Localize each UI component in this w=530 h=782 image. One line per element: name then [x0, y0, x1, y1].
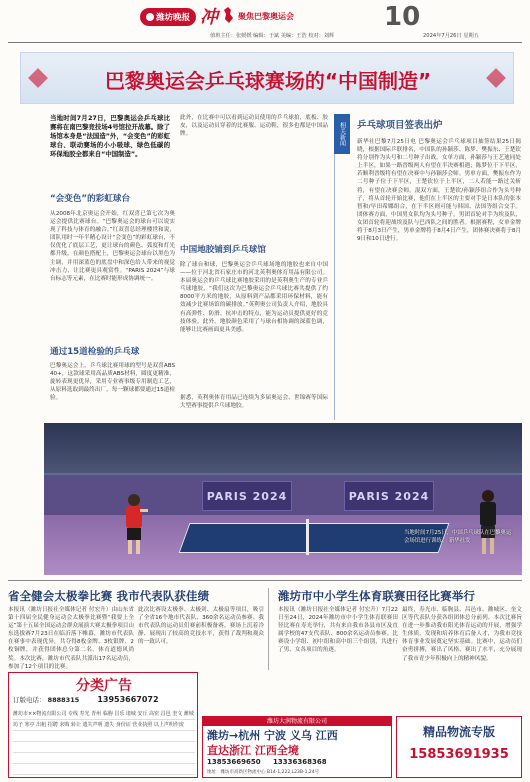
floor-text-2: 据悉，英利奥体育用品已连续为多届奥运会、世锦赛等国际大型赛事提供乒乓球地胶。: [180, 395, 328, 410]
scoreboard-right: [344, 481, 434, 511]
section-rule: [8, 580, 522, 581]
logistics-phones: [207, 758, 389, 766]
premium-logistics-box: [396, 716, 522, 778]
page-number: 10: [384, 2, 421, 32]
section-badge: 冲: [200, 7, 218, 28]
subhead-rainbow-table: “会变色”的彩虹球台: [50, 194, 131, 204]
rooster-icon: [222, 6, 234, 24]
classified-title: 分类广告: [76, 678, 132, 694]
story2-headline: 潍坊市中小学生体育联赛田径比赛举行: [278, 589, 476, 603]
draw-subhead: 乒乓球项目签表出炉: [357, 120, 443, 131]
logistics-address: 地址：潍坊市高新区物流中心 B14-1,222,L23B-1,24号: [207, 770, 320, 775]
player-right: [474, 489, 502, 555]
lead-paragraph: 当地时间7月27日，巴黎奥运会乒乓球比赛将在南巴黎竞技场4号馆拉开战幕。除了场馆本身是“法国造”外，“会变色”的彩虹球台、联动赛场的小小吸球、绿色低碳的环保地胶全都来自“中国制造”。: [50, 114, 170, 159]
subhead-ball: 通过15道检验的乒乓球: [50, 347, 140, 357]
story2-text: 本报讯（潍坊日报社全媒体记者 付宏升）7月22日至24日，2024年潍坊市中小学生体育联赛田径比赛在寿光举行，共有来自我市各县市区及直属学校的47支代表队、800余名运动员参赛。比赛设小学组、初中组和高中组三个组别，共进行了男、女各项目的角逐。: [278, 607, 398, 654]
premium-title: 精品物流专版: [422, 725, 495, 739]
scoreboard-left-text: PARIS 2024: [206, 489, 288, 503]
premium-phone: 15853691935: [409, 747, 509, 762]
logistics-ad: [202, 716, 392, 778]
page-date: 2024年7月26日 星期五: [423, 33, 479, 39]
masthead: [0, 0, 530, 42]
main-headline: 巴黎奥运会乒乓球赛场的“中国制造”: [104, 69, 432, 93]
masthead-rule: [8, 42, 522, 43]
story2-text-2: 最终，寿光市、临朐县、昌邑市、潍城区、奎文区等代表队分获各组团体总分前列。本次比赛旨在进一步推动我市阳光体育运动的开展，增强学生体质，发现和培养体育后备人才，为我市竞技体育事业发展奠定坚实基础。比赛中，运动员们奋勇拼搏，赛出了风格、赛出了水平，充分展现了我市青少年积极向上的精神风貌。: [402, 607, 522, 662]
classified-text: 潍坊市××物流有限公司 专线 寿光 青州 临朐 昌乐 诸城 安丘 高密 昌邑 奎文 潍城 坊子 寒亭 出租 招聘 求购 转让 遗失声明 遗失 身份证 营业执照 以上声明作废: [13, 711, 194, 728]
headline-banner: [20, 52, 514, 104]
player-left: [120, 493, 148, 555]
logistics-phone-1: 13853669650: [207, 758, 261, 766]
story1-text: 本报讯（潍坊日报社全媒体记者 付宏升）由山东省第十四届全民健身运动会太极拳比赛暨“我要上全运”第十五届全国运动会群众展演大赛太极拳项目山东选拔赛7月23日在临沂落下帷幕，潍坊市代表队在赛事中表现优异，共夺得8枚金牌、3枚银牌、2枚铜牌，并获得团体总分第二名、体育道德风尚奖。本次比赛，潍坊市代表队共派出17名运动员，参加了12个项目的比赛。: [8, 607, 134, 670]
paper-logo: [140, 8, 196, 26]
rainbow-table-text: 从2008年北京奥运会开始，红双喜已第七次为奥运会提供比赛球台。“巴黎奥运会的球台可以说实现了科技与体育的融合。”红双喜总经理楼世和说，团队用时一年半精心设计“会变色”的彩虹球台，不仅优化了底层工艺，更让球台的颜色、弧度和灯光都升级。在颜色搭配上，巴黎奥运会球台以黑色为主调，并用深蓝色的底盘中和深色给人带来的视觉冲击力，让比赛更具观赏性。“PARIS 2024”与球台标志等元素，在比赛时能形成协调统一。: [50, 211, 175, 282]
related-news-label: [334, 114, 350, 154]
photo-caption: 当地时间7月25日，中国乒乓球队在巴黎奥运会场馆进行训练。 新华社发: [404, 530, 512, 544]
staff-line: 值班主任：张媛媛 编辑：于斌 美编：王浩 校对：刘辉: [210, 33, 335, 39]
floor-text: 除了球台和球，巴黎奥运会乒乓球场地的地胶也来自中国——位于河北省石家庄市的河北英利奥体育用品有限公司。本届奥运会的乒乓球比赛地胶采用的是英利奥生产的专业乒乓球地胶，“我们这次为巴黎奥运会乒乓球比赛共提供了约8000平方米的地胶，从原料到产品都采用环保材料，能有效减少比赛场馆的碳排放。”英利奥公司负责人介绍，地胶具有高弹性、防滑、抗冲击的特点，能为运动员提供更好的竞技体验。此外，地胶颜色采用了与球台相协调的深蓝色调，能够让比赛画面更具美感。: [180, 262, 328, 333]
section-title: 聚焦巴黎奥运会: [238, 12, 294, 21]
match-photo: [44, 423, 522, 575]
scoreboard-right-text: PARIS 2024: [348, 489, 430, 503]
classified-phone-row: [13, 695, 195, 707]
story-divider: [268, 588, 269, 670]
arena-stands: [44, 423, 522, 473]
related-news-box: [334, 114, 524, 420]
classified-phone-label: 订版电话：: [13, 696, 46, 704]
story1-headline: 省全健会太极拳比赛 我市代表队获佳绩: [8, 589, 210, 603]
scoreboard-left: [202, 481, 292, 511]
col2-intro: 此外，在比赛中可以看到运动员使用的乒乓球拍，底板、胶皮，以及运动员穿着的比赛服、运动鞋，很多也都是中国品牌。: [180, 115, 328, 138]
ball-text: 巴黎奥运会上，乒乓球比赛用球的型号是双喜ABS 40+，这款球采用高品质ABS材料，圆度更精准，旋转表现更优异，采用专业赛事级专用制造工艺，从原料选取到最终出厂，每一颗球都要通过15道检验。: [50, 363, 175, 402]
classified-phone-2: 13953667072: [97, 695, 159, 704]
subhead-floor: 中国地胶铺到乒乓球馆: [180, 245, 266, 255]
related-news-label-text: 相关新闻: [338, 122, 346, 146]
paper-logo-icon: [146, 13, 154, 21]
classified-ads: [8, 672, 198, 778]
paper-name: 潍坊晚报: [155, 13, 190, 23]
draw-text: 新华社巴黎7月25日电 巴黎奥运会乒乓球项目抽签结果25日揭晓，根据国际乒联排名，中国队的孙颖莎、陈梦、樊振东、王楚钦将分别作为头号和二号种子出战。女单方面，孙颖莎与王艺迪同处上半区，如果一路晋级两人有望在半决赛相遇；陈梦位于下半区，若顺利晋级将有望在决赛中与孙颖莎会师。男单方面，樊振东作为二号种子位于下半区，王楚钦位于上半区，二人若能一路过关斩将，有望在决赛会师。混双方面，王楚钦/孙颖莎组合作为头号种子，将从首轮开始比赛，他们在上半区的主要对手是日本队的张本智和/早田希娜组合，在下半区则可能与韩国、法国等组合交手。团体赛方面，中国男女队均为头号种子，男团首轮对手为埃及队，女团首轮将迎战埃及队与巴西队之间的胜者。根据赛程，女单金牌将于8月3日产生，男单金牌将于8月4日产生，团体赛决赛将于8月9日和10日进行。: [357, 139, 521, 243]
table-net: [306, 519, 309, 555]
story1-text-2: 此次比赛设太极拳、太极剑、太极扇等项目，吸引了全省16个地市代表队、360余名运动员参赛。我市代表队的运动员们赛前积极备赛，赛场上沉着冷静、展现出了较高的竞技水平，获得了裁判和观众的一致认可。: [138, 607, 264, 646]
logistics-company: 潍坊大润物流有限公司: [203, 717, 391, 726]
classified-grid: [13, 709, 195, 775]
logistics-route-2: 直达浙江 江西全境: [207, 744, 299, 757]
classified-phone-1: 8888315: [47, 696, 80, 704]
logistics-route-1: 潍坊→杭州 宁波 义乌 江西: [207, 729, 338, 742]
logistics-phone-2: 13336368368: [273, 758, 327, 766]
